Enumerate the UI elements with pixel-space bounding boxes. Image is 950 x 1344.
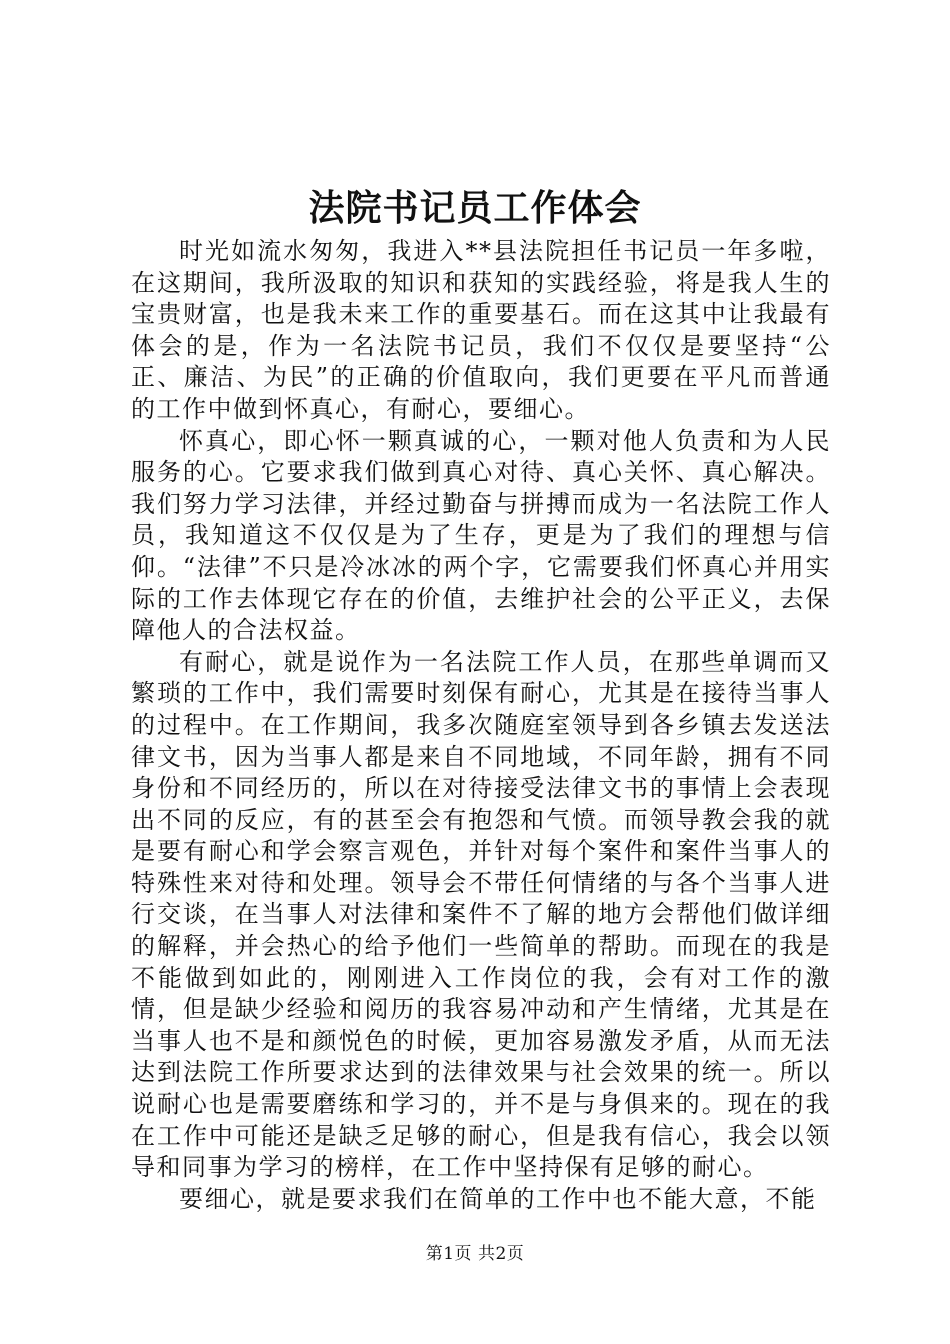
document-title: 法院书记员工作体会 [308,187,642,229]
paragraph-patience: 有耐心，就是说作为一名法院工作人员，在那些单调而又繁琐的工作中，我们需要时刻保有耐心，尤其是在接待当事人的过程中。在工作期间，我多次随庭室领导到各乡镇去发送法律文书，因为当事人都是来自不同地域，不同年龄，拥有不同身份和不同经历的，所以在对待接受法律文书的事情上会表现出不同的反应，有的甚至会有抱怨和气愤。而领导教会我的就是要有耐心和学会察言观色，并针对每个案件和案件当事人的特殊性来对待和处理。领导会不带任何情绪的与各个当事人进行交谈，在当事人对法律和案件不了解的地方会帮他们做详细的解释，并会热心的给予他们一些简单的帮助。而现在的我是不能做到如此的，刚刚进入工作岗位的我，会有对工作的激情，但是缺少经验和阅历的我容易冲动和产生情绪，尤其是在当事人也不是和颜悦色的时候，更加容易激发矛盾，从而无法达到法院工作所要求达到的法律效果与社会效果的统一。所以说耐心也是需要磨练和学习的，并不是与身俱来的。现在的我在工作中可能还是缺乏足够的耐心，但是我有信心，我会以领导和同事为学习的榜样，在工作中坚持保有足够的耐心。 [131,647,831,1182]
paragraph-intro: 时光如流水匆匆，我进入**县法院担任书记员一年多啦，在这期间，我所汲取的知识和获知的实践经验，将是我人生的宝贵财富，也是我未来工作的重要基石。而在这其中让我最有体会的是，作为一名法院书记员，我们不仅仅是要坚持“公正、廉洁、为民”的正确的价值取向，我们更要在平凡而普通的工作中做到怀真心，有耐心，要细心。 [131,237,831,423]
paragraph-sincerity: 怀真心，即心怀一颗真诚的心，一颗对他人负责和为人民服务的心。它要求我们做到真心对待、真心关怀、真心解决。我们努力学习法律，并经过勤奋与拼搏而成为一名法院工作人员，我知道这不仅仅是为了生存，更是为了我们的理想与信仰。“法律”不只是冷冰冰的两个字，它需要我们怀真心并用实际的工作去体现它存在的价值，去维护社会的公平正义，去保障他人的合法权益。 [131,426,831,645]
page-footer: 第1页 共2页 [425,1244,525,1264]
document-body [131,236,831,1215]
paragraph-carefulness: 要细心，就是要求我们在简单的工作中也不能大意，不能 [179,1184,817,1213]
